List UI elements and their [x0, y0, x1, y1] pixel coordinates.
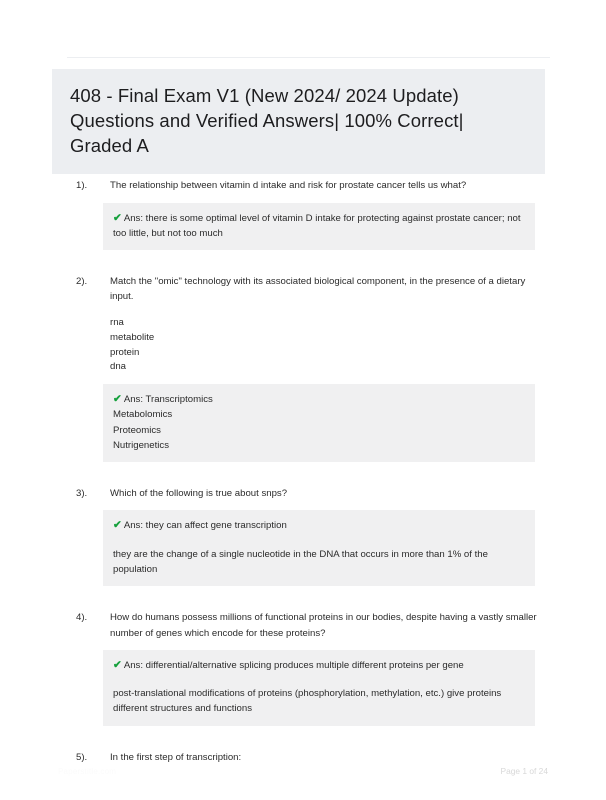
question-row: [0, 274, 606, 305]
answer-text: Ans: Transcriptomics: [123, 394, 213, 406]
question-row: [0, 610, 606, 641]
answer-box: [103, 384, 535, 462]
footer-page-number: Page 1 of 24: [500, 766, 548, 776]
answer-line: post-translational modifications of proteins (phosphorylation, methylation, etc.) give proteins different structures and functions: [113, 688, 504, 715]
question-number: 3).: [76, 487, 88, 499]
answer-line-primary: [113, 392, 525, 407]
question-text: The relationship between vitamin d intake and risk for prostate cancer tells us what?: [110, 180, 467, 191]
answer-line: Metabolomics: [113, 409, 173, 421]
question-number: 5).: [76, 751, 88, 763]
question-number: 2).: [76, 275, 88, 287]
question-block: [0, 274, 606, 486]
answer-text: Ans: differential/alternative splicing produces multiple different proteins per gene: [123, 660, 464, 672]
answer-box: [103, 203, 535, 250]
question-option: dna: [110, 361, 127, 373]
answer-line-primary: [113, 211, 525, 241]
question-row: [0, 178, 606, 194]
check-icon: ✔: [113, 393, 122, 406]
question-number: 1).: [76, 180, 88, 191]
page-title: 408 - Final Exam V1 (New 2024/ 2024 Update) Questions and Verified Answers| 100% Correct| Graded A: [70, 85, 469, 156]
answer-line: they are the change of a single nucleotide in the DNA that occurs in more than 1% of the population: [113, 548, 491, 575]
answer-text: Ans: there is some optimal level of vitamin D intake for protecting against prostate cancer; not too little, but not too much: [113, 212, 524, 239]
question-text: Match the "omic" technology with its associated biological component, in the presence of a dietary input.: [110, 275, 528, 303]
answer-text: Ans: they can affect gene transcription: [123, 520, 287, 532]
check-icon: ✔: [113, 519, 122, 532]
question-block: [0, 610, 606, 750]
answer-box: [103, 650, 535, 726]
check-icon: ✔: [113, 211, 122, 224]
footer-watermark: Paperstitle.com: [58, 767, 117, 776]
check-icon: ✔: [113, 659, 122, 672]
question-text: Which of the following is true about snps?: [110, 487, 288, 499]
question-row: [0, 750, 606, 766]
question-option: protein: [110, 346, 140, 358]
question-text: How do humans possess millions of functional proteins in our bodies, despite having a vastly smaller number of genes which encode for these proteins?: [110, 612, 540, 639]
question-spacer: [0, 250, 606, 274]
answer-line: Nutrigenetics: [113, 439, 169, 451]
question-option: rna: [110, 316, 124, 328]
question-option: metabolite: [110, 331, 155, 343]
answer-line-primary: [113, 658, 525, 673]
questions-container: [0, 178, 606, 789]
question-text: In the first step of transcription:: [110, 751, 242, 763]
answer-line-primary: [113, 518, 525, 533]
answer-line: Proteomics: [113, 424, 161, 436]
question-number: 4).: [76, 612, 88, 624]
header-divider: [67, 57, 550, 58]
document-title-block: [52, 69, 545, 174]
answer-box: [103, 510, 535, 586]
question-spacer: [0, 726, 606, 750]
question-row: [0, 486, 606, 502]
question-spacer: [0, 462, 606, 486]
question-block: [0, 178, 606, 274]
question-block: [0, 486, 606, 610]
question-spacer: [0, 586, 606, 610]
question-option-list: [110, 316, 606, 375]
